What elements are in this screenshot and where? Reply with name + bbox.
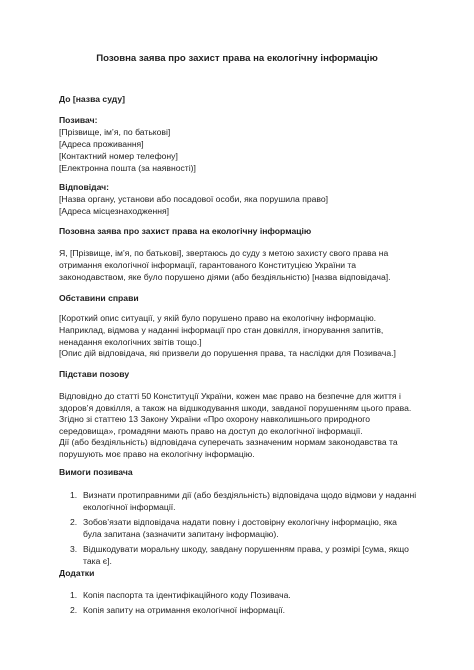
- defendant-name: [Назва органу, установи або посадової особи, яка порушила право]: [59, 194, 329, 204]
- defendant-heading: Відповідач:: [59, 182, 110, 192]
- list-item: [59, 589, 417, 601]
- circumstances-defendant-actions: [Опис дій відповідача, які призвели до порушення права, та наслідки для Позивача.]: [59, 348, 396, 358]
- grounds-law: Згідно зі статтею 13 Закону України «Про охорону навколишнього природного середовища», громадяни мають право на доступ до екологічної інформації.: [59, 414, 370, 436]
- list-item-text: Копія запиту на отримання екологічної інформації.: [83, 605, 286, 615]
- circumstances-heading: Обставини справи: [59, 293, 139, 303]
- attachments-list: [59, 589, 417, 616]
- plaintiff-phone: [Контактний номер телефону]: [59, 151, 178, 161]
- list-item: [59, 516, 417, 540]
- list-number: 2.: [70, 605, 78, 615]
- plaintiff-address: [Адреса проживання]: [59, 139, 144, 149]
- plaintiff-heading: Позивач:: [59, 115, 98, 125]
- list-item: [59, 604, 417, 616]
- list-number: 1.: [70, 590, 78, 600]
- grounds-constitution: Відповідно до статті 50 Конституції України, кожен має право на безпечне для життя і здоров’я довкілля, а також на відшкодування шкоди, завданої порушенням цього права.: [59, 391, 412, 413]
- list-number: 3.: [70, 544, 78, 554]
- list-number: 2.: [70, 517, 78, 527]
- plaintiff-name: [Прізвище, ім’я, по батькові]: [59, 127, 171, 137]
- plaintiff-section: [59, 114, 417, 174]
- demands-heading: Вимоги позивача: [59, 467, 133, 477]
- grounds-heading: Підстави позову: [59, 369, 130, 379]
- defendant-address: [Адреса місцезнаходження]: [59, 206, 170, 216]
- list-item-text: Відшкодувати моральну шкоду, завдану порушенням права, у розмірі [сума, якщо така є].: [83, 544, 409, 566]
- grounds-conclusion: Дії (або бездіяльність) відповідача суперечать зазначеним нормам законодавства та порушують моє право на екологічну інформацію.: [59, 437, 398, 459]
- list-number: 1.: [70, 490, 78, 500]
- intro-paragraph: Я, [Прізвище, ім’я, по батькові], звертаюсь до суду з метою захисту свого права на отримання екологічної інформації, гарантованого Конституцією України та законодавством, яке було порушено діями (або бездіяльністю) [назва відповідача].: [59, 248, 391, 282]
- circumstances-text: [Короткий опис ситуації, у якій було порушено право на екологічну інформацію. Наприклад, відмова у наданні інформації про стан довкілля, ігнорування запитів, ненадання екологічних звітів тощо.]: [59, 313, 384, 347]
- plaintiff-email: [Електронна пошта (за наявності)]: [59, 163, 196, 173]
- list-item: [59, 489, 417, 513]
- document-title: Позовна заява про захист права на екологічну інформацію: [96, 53, 378, 64]
- list-item: [59, 543, 417, 567]
- list-item-text: Визнати протиправними дії (або бездіяльність) відповідача щодо відмови у наданні екологічної інформації.: [83, 490, 417, 512]
- demands-list: [59, 489, 417, 567]
- claim-heading: Позовна заява про захист права на екологічну інформацію: [59, 226, 312, 236]
- list-item-text: Копія паспорта та ідентифікаційного коду Позивача.: [83, 590, 291, 600]
- court-line: До [назва суду]: [59, 94, 125, 104]
- attachments-heading: Додатки: [59, 568, 95, 578]
- list-item-text: Зобов’язати відповідача надати повну і достовірну екологічну інформацію, яка була запитана (зазначити запитану інформацію).: [83, 517, 397, 539]
- defendant-section: [59, 181, 417, 217]
